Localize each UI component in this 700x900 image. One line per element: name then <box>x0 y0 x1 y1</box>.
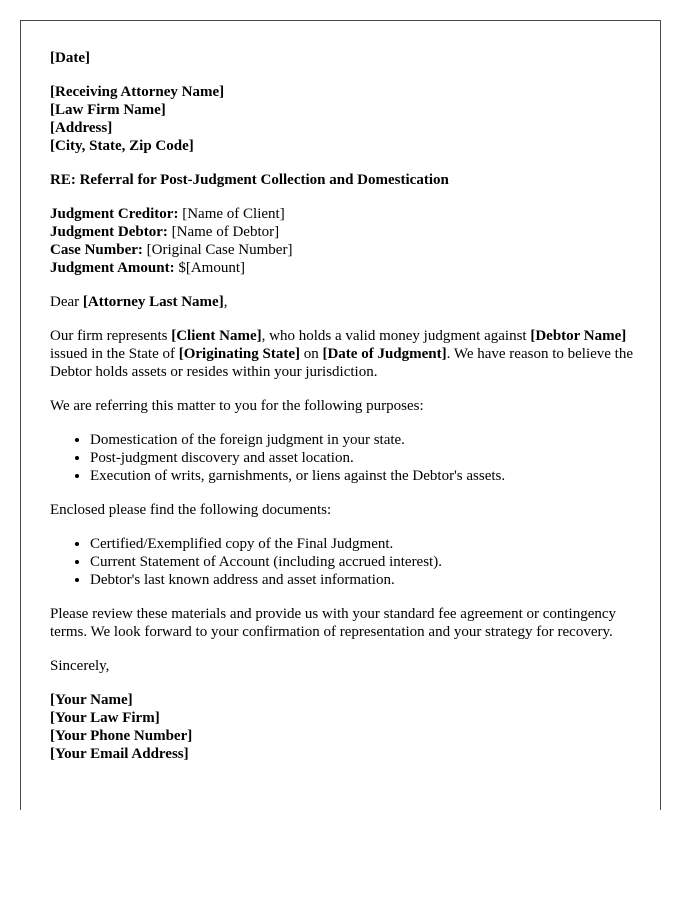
judgment-creditor-label: Judgment Creditor: <box>50 206 179 222</box>
signature-name: [Your Name] <box>50 692 133 708</box>
case-number-value: [Original Case Number] <box>142 242 293 258</box>
judgment-creditor-row <box>50 205 640 223</box>
salutation-name: [Attorney Last Name] <box>82 294 224 310</box>
judgment-debtor-row <box>50 223 640 241</box>
intro-debtor-name: [Debtor Name] <box>530 328 627 344</box>
judgment-amount-row <box>50 259 640 277</box>
signature-phone: [Your Phone Number] <box>50 728 193 744</box>
intro-judgment-date: [Date of Judgment] <box>322 346 447 362</box>
signature-email: [Your Email Address] <box>50 746 189 762</box>
judgment-creditor-value: [Name of Client] <box>178 206 285 222</box>
purposes-list <box>50 431 640 485</box>
list-item: • Domestication of the foreign judgment in your state. <box>90 431 640 449</box>
letter-date: [Date] <box>50 50 90 66</box>
signature-firm: [Your Law Firm] <box>50 710 160 726</box>
purposes-intro: We are referring this matter to you for the following purposes: <box>50 398 424 414</box>
judgment-amount-value: $[Amount] <box>174 260 246 276</box>
signature-block <box>50 691 640 763</box>
closing-paragraph: Please review these materials and provide us with your standard fee agreement or contingency terms. We look forward to your confirmation of representation and your strategy for recovery. <box>50 606 617 640</box>
enclosures-list <box>50 535 640 589</box>
recipient-name: [Receiving Attorney Name] <box>50 84 225 100</box>
intro-originating-state: [Originating State] <box>178 346 300 362</box>
case-number-row <box>50 241 640 259</box>
intro-paragraph <box>50 327 640 381</box>
salutation-suffix: , <box>223 294 228 310</box>
judgment-debtor-value: [Name of Debtor] <box>167 224 280 240</box>
intro-client-name: [Client Name] <box>171 328 262 344</box>
recipient-firm: [Law Firm Name] <box>50 102 166 118</box>
intro-text-3: issued in the State of <box>50 346 179 362</box>
judgment-info-block <box>50 205 640 277</box>
salutation-prefix: Dear <box>50 294 83 310</box>
intro-text-5: . We have reason to believe the Debtor holds assets or resides within your jurisdiction. <box>50 346 633 380</box>
list-item: • Post-judgment discovery and asset location. <box>90 449 640 467</box>
intro-text-2: , who holds a valid money judgment against <box>261 328 531 344</box>
letter-page <box>20 20 661 810</box>
subject-line: RE: Referral for Post-Judgment Collection and Domestication <box>50 172 449 188</box>
intro-text-1: Our firm represents <box>50 328 172 344</box>
judgment-debtor-label: Judgment Debtor: <box>50 224 168 240</box>
judgment-amount-label: Judgment Amount: <box>50 260 175 276</box>
list-item: • Execution of writs, garnishments, or liens against the Debtor's assets. <box>90 467 640 485</box>
letter-body <box>50 49 640 779</box>
list-item: • Current Statement of Account (including accrued interest). <box>90 553 640 571</box>
list-item: • Debtor's last known address and asset information. <box>90 571 640 589</box>
case-number-label: Case Number: <box>50 242 143 258</box>
closing: Sincerely, <box>50 658 110 674</box>
recipient-city-state-zip: [City, State, Zip Code] <box>50 138 194 154</box>
recipient-block <box>50 83 640 155</box>
enclosures-intro: Enclosed please find the following documents: <box>50 502 332 518</box>
recipient-address: [Address] <box>50 120 113 136</box>
list-item: • Certified/Exemplified copy of the Final Judgment. <box>90 535 640 553</box>
salutation <box>50 293 640 311</box>
intro-text-4: on <box>299 346 323 362</box>
